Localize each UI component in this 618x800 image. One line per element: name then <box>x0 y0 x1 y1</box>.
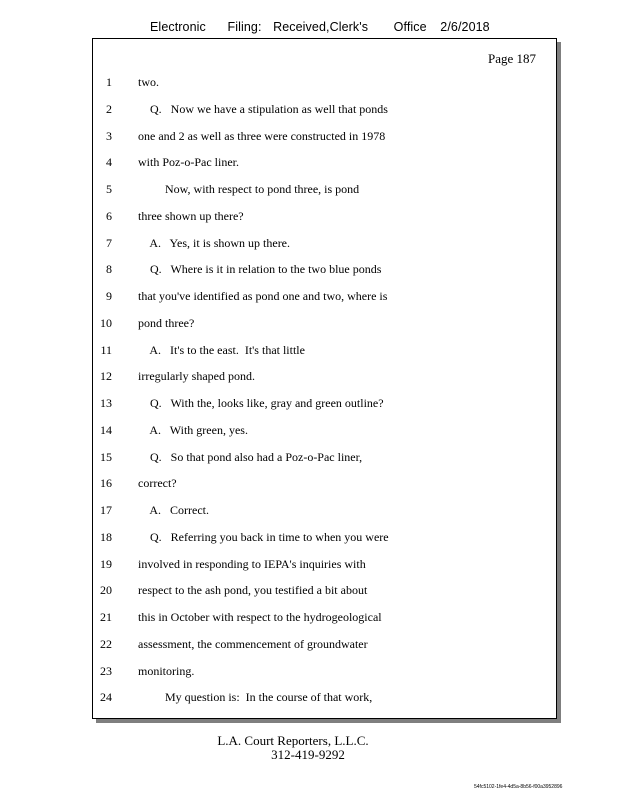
line-text: A. Correct. <box>138 503 209 517</box>
line-text: Now, with respect to pond three, is pond <box>138 182 360 196</box>
line-number: 19 <box>100 556 112 571</box>
filing-header-received: Received,Clerk's <box>273 20 369 34</box>
line-text: Q. With the, looks like, gray and green outline? <box>138 396 384 410</box>
line-number: 10 <box>100 315 112 330</box>
line-text: irregularly shaped pond. <box>138 369 255 384</box>
line-number: 22 <box>100 636 112 651</box>
line-number: 11 <box>100 342 112 357</box>
line-number: 8 <box>106 262 112 277</box>
line-number: 2 <box>106 101 112 116</box>
line-text: My question is: In the course of that work, <box>138 690 373 705</box>
footer-firm-name: L.A. Court Reporters, L.L.C. <box>217 733 369 748</box>
line-text: that you've identified as pond one and two, where is <box>138 289 388 303</box>
line-text: one and 2 as well as three were constructed in 1978 <box>138 128 386 143</box>
line-text: Q. So that pond also had a Poz-o-Pac liner, <box>138 449 363 464</box>
line-number: 23 <box>100 663 112 678</box>
line-number: 1 <box>106 75 112 89</box>
line-text: monitoring. <box>138 663 195 678</box>
line-number: 16 <box>100 476 112 491</box>
line-number: 24 <box>100 690 112 705</box>
line-text: three shown up there? <box>138 208 244 223</box>
document-id: 54fc5102-1fe4-4d5a-8b56-f00a3952896 <box>474 784 563 790</box>
line-text: pond three? <box>138 315 195 330</box>
page-number: Page 187 <box>487 51 536 66</box>
line-number: 15 <box>100 449 112 464</box>
filing-header-electronic: Electronic <box>150 20 206 34</box>
line-text: two. <box>138 75 159 89</box>
line-text: Q. Now we have a stipulation as well that ponds <box>138 101 388 116</box>
filing-header-filing: Filing: <box>227 20 262 34</box>
filing-header <box>150 20 490 34</box>
line-number: 7 <box>106 235 112 250</box>
line-number: 3 <box>106 128 112 143</box>
line-number: 12 <box>100 369 112 384</box>
line-number: 13 <box>100 396 112 410</box>
line-number: 21 <box>100 610 112 624</box>
line-text: Q. Referring you back in time to when you were <box>138 529 389 544</box>
line-text: A. With green, yes. <box>138 422 248 437</box>
line-number: 4 <box>106 155 112 170</box>
line-number: 6 <box>106 208 112 223</box>
line-text: A. Yes, it is shown up there. <box>138 235 291 250</box>
line-text: respect to the ash pond, you testified a bit about <box>138 583 368 598</box>
line-number: 9 <box>106 289 112 303</box>
filing-header-office: Office <box>393 20 427 34</box>
line-text: this in October with respect to the hydrogeological <box>138 610 382 624</box>
line-number: 20 <box>100 583 112 598</box>
line-text: with Poz-o-Pac liner. <box>138 155 239 170</box>
line-text: involved in responding to IEPA's inquiries with <box>138 556 366 571</box>
line-number: 14 <box>100 422 112 437</box>
line-text: assessment, the commencement of groundwater <box>138 636 368 651</box>
line-text: correct? <box>138 476 177 491</box>
line-text: A. It's to the east. It's that little <box>138 342 305 357</box>
line-number: 18 <box>100 529 112 544</box>
line-number: 17 <box>100 503 112 517</box>
transcript-page <box>92 38 557 719</box>
line-number: 5 <box>106 182 112 196</box>
footer-phone: 312-419-9292 <box>271 747 345 762</box>
line-text: Q. Where is it in relation to the two blue ponds <box>138 262 382 277</box>
filing-header-date: 2/6/2018 <box>440 20 490 34</box>
